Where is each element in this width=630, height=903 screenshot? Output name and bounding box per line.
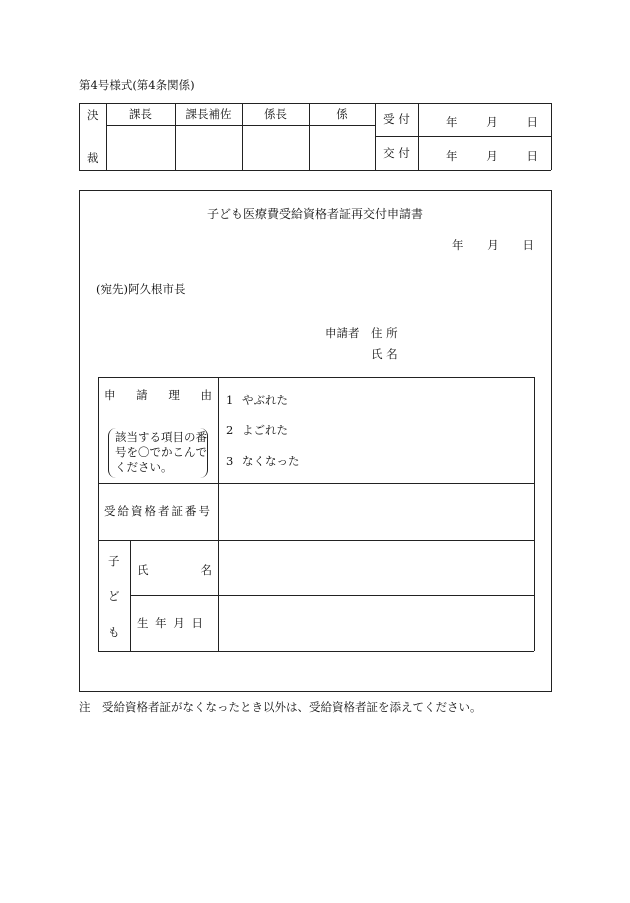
receipt-year-label: 年 (446, 115, 458, 129)
child-name-label: 氏 名 (137, 563, 212, 577)
certificate-number-field[interactable] (220, 485, 532, 538)
applicant-name-field[interactable] (410, 346, 540, 364)
stamp-cell-section-chief[interactable] (107, 126, 174, 169)
applicant-label: 申請者 (325, 326, 360, 340)
child-label-1: 子 (108, 554, 120, 568)
decision-label-bottom: 裁 (87, 151, 99, 165)
child-label-2: ど (108, 589, 120, 603)
receipt-label: 受 付 (383, 112, 410, 126)
child-birth-date-label: 生 年 月 日 (137, 616, 203, 630)
applicant-address-field[interactable] (410, 325, 540, 343)
header-assistant-chief: 課長補佐 (185, 107, 232, 121)
receipt-date[interactable] (446, 114, 538, 127)
stamp-cell-staff[interactable] (310, 126, 374, 169)
child-label-3: も (108, 625, 120, 639)
stamp-cell-subsection-chief[interactable] (243, 126, 308, 169)
receipt-day-label: 日 (526, 115, 538, 129)
reason-label: 申 請 理 由 (104, 388, 212, 402)
certificate-number-label: 受給資格者証番号 (104, 504, 212, 518)
child-name-field[interactable] (220, 542, 532, 594)
header-staff: 係 (336, 107, 348, 121)
applicant-address-label: 住 所 (371, 326, 398, 340)
header-section-chief: 課長 (129, 107, 152, 121)
decision-label-top: 決 (87, 108, 99, 122)
application-month-label: 月 (487, 238, 499, 252)
header-subsection-chief: 係長 (264, 107, 287, 121)
form-number: 第4号様式(第4条関係) (79, 78, 195, 92)
reason-note: 該当する項目の番号を〇でかこんでください。 (108, 428, 208, 478)
delivery-label: 交 付 (383, 146, 410, 160)
form-title: 子ども医療費受給資格者証再交付申請書 (206, 207, 423, 221)
applicant-name-label: 氏 名 (371, 347, 398, 361)
application-day-label: 日 (522, 238, 534, 252)
footnote: 注 受給資格者証がなくなったとき以外は、受給資格者証を添えてください。 (79, 700, 482, 714)
delivery-date[interactable] (446, 148, 538, 161)
application-year-label: 年 (452, 238, 464, 252)
delivery-day-label: 日 (526, 149, 538, 163)
delivery-year-label: 年 (446, 149, 458, 163)
receipt-month-label: 月 (486, 115, 498, 129)
stamp-cell-assistant-chief[interactable] (176, 126, 241, 169)
application-date[interactable] (452, 237, 534, 250)
child-birth-date-field[interactable] (220, 597, 532, 650)
addressee: (宛先)阿久根市長 (96, 282, 186, 296)
delivery-month-label: 月 (486, 149, 498, 163)
